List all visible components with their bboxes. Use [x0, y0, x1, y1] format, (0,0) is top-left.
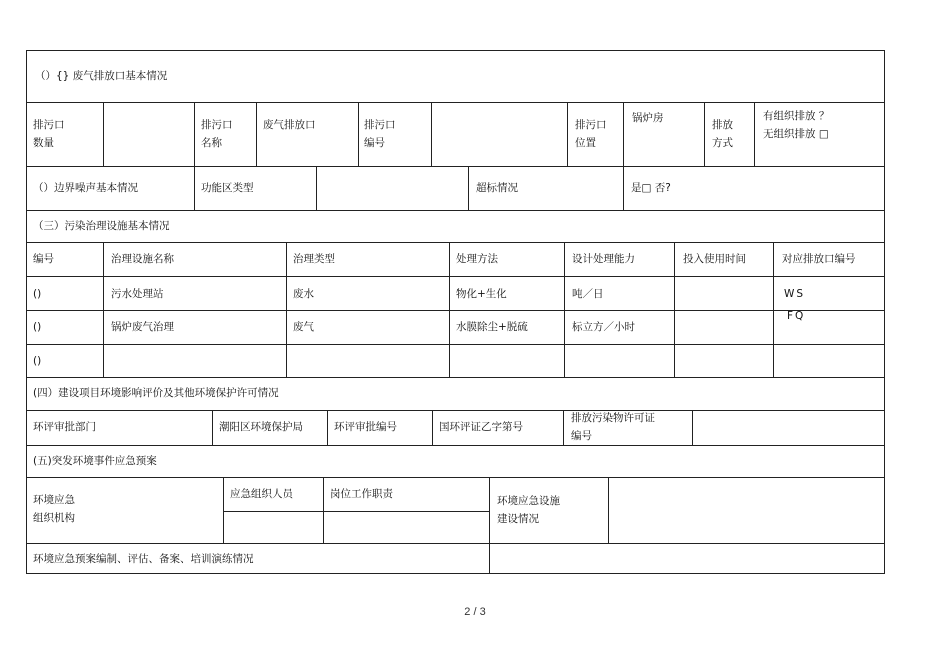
job-duty-label: 岗位工作职责	[330, 488, 393, 500]
row-divider	[27, 344, 884, 345]
outlet-name-value: 废气排放口	[263, 119, 316, 131]
table-cell: 废水	[293, 288, 314, 300]
table-cell: 废气	[293, 321, 314, 333]
table-header-cell: 设计处理能力	[572, 253, 635, 265]
table-cell: WS	[784, 288, 806, 300]
col-divider	[754, 102, 755, 166]
table-cell: 污水处理站	[111, 288, 164, 300]
table-header-cell: 治理设施名称	[111, 253, 174, 265]
outlet-position-label: 排污口 位置	[575, 119, 607, 149]
row-divider	[27, 276, 884, 277]
col-divider	[256, 102, 257, 166]
col-divider	[432, 410, 433, 445]
section5-title: (五)突发环境事件应急预案	[33, 455, 157, 467]
col-divider	[103, 102, 104, 166]
permit-number-label: 排放污染物许可证 编号	[571, 412, 655, 442]
row-divider	[27, 445, 884, 446]
col-divider	[194, 166, 195, 210]
table-cell: 物化+生化	[456, 288, 507, 300]
approval-number-value: 国环评证乙字第号	[439, 421, 523, 433]
row-divider	[27, 377, 884, 378]
discharge-options: 有组织排放 ？ 无组织排放 □	[763, 110, 830, 140]
section2-title: （）边界噪声基本情况	[33, 182, 138, 194]
row-divider	[27, 410, 884, 411]
approval-number-label: 环评审批编号	[334, 421, 397, 433]
outlet-number-label: 排污口 编号	[364, 119, 396, 149]
zone-type-label: 功能区类型	[201, 182, 254, 194]
section3-title: （三）污染治理设施基本情况	[33, 220, 170, 232]
col-divider	[358, 102, 359, 166]
col-divider	[608, 477, 609, 543]
outlet-position-value: 锅炉房	[632, 112, 664, 124]
table-cell: ()	[33, 321, 42, 333]
table-header-cell: 对应排放口编号	[782, 253, 856, 265]
table-header-cell: 编号	[33, 253, 54, 265]
table-cell: 吨／日	[572, 288, 604, 300]
section4-title: (四）建设项目环境影响评价及其他环境保护许可情况	[33, 387, 279, 399]
section1-title: （）{} 废气排放口基本情况	[35, 70, 168, 82]
col-divider	[212, 410, 213, 445]
col-divider	[323, 477, 324, 543]
table-header-cell: 投入使用时间	[683, 253, 746, 265]
col-divider	[431, 102, 432, 166]
col-divider	[223, 477, 224, 543]
col-divider	[316, 166, 317, 210]
col-divider	[692, 410, 693, 445]
col-divider	[286, 242, 287, 377]
discharge-method-label: 排放 方式	[712, 119, 733, 149]
table-cell: ()	[33, 288, 42, 300]
col-divider	[674, 242, 675, 377]
approval-dept-label: 环评审批部门	[33, 421, 96, 433]
emergency-org-label: 环境应急 组织机构	[33, 494, 75, 524]
info-form-table	[26, 50, 885, 574]
outlet-name-label: 排污口 名称	[201, 119, 233, 149]
outlet-count-label: 排污口 数量	[33, 119, 65, 149]
col-divider	[563, 410, 564, 445]
col-divider	[194, 102, 195, 166]
table-cell: 水膜除尘+脱硫	[456, 321, 528, 333]
emergency-staff-label: 应急组织人员	[230, 488, 293, 500]
row-divider	[27, 166, 884, 167]
table-cell: FQ	[787, 310, 806, 322]
table-cell: 标立方／小时	[572, 321, 635, 333]
col-divider	[327, 410, 328, 445]
table-header-cell: 治理类型	[293, 253, 335, 265]
exceed-label: 超标情况	[476, 182, 518, 194]
col-divider	[489, 477, 490, 574]
col-divider	[564, 242, 565, 377]
table-cell: ()	[33, 355, 42, 367]
exceed-value: 是□ 否?	[631, 182, 671, 194]
col-divider	[103, 242, 104, 377]
row-divider	[27, 543, 884, 544]
table-header-cell: 处理方法	[456, 253, 498, 265]
emergency-facility-label: 环境应急设施 建设情况	[497, 495, 560, 525]
row-divider	[27, 102, 884, 103]
col-divider	[468, 166, 469, 210]
col-divider	[773, 242, 774, 377]
col-divider	[623, 102, 624, 166]
row-divider	[27, 210, 884, 211]
page-number: 2 / 3	[464, 606, 486, 618]
emergency-plan-label: 环境应急预案编制、评估、备案、培训演练情况	[33, 553, 254, 565]
col-divider	[449, 242, 450, 377]
approval-dept-value: 潮阳区环境保护局	[219, 421, 303, 433]
col-divider	[623, 166, 624, 210]
col-divider	[704, 102, 705, 166]
row-divider	[27, 242, 884, 243]
row-divider	[27, 477, 884, 478]
row-divider	[223, 511, 489, 512]
col-divider	[567, 102, 568, 166]
row-divider	[27, 310, 884, 311]
table-cell: 锅炉废气治理	[111, 321, 174, 333]
